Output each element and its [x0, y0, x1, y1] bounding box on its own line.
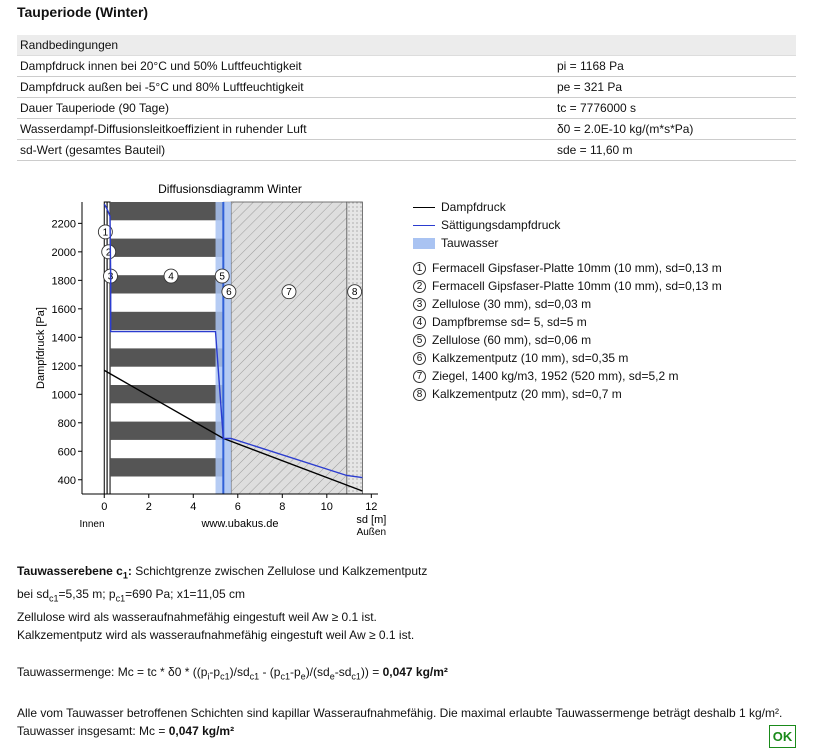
layer-number: 2	[413, 280, 426, 293]
list-item	[413, 313, 722, 331]
layer-4-stripe	[111, 422, 222, 440]
layer-marker-label: 3	[107, 271, 114, 283]
conditions-header-row	[17, 35, 796, 56]
text-seg: - (p	[259, 664, 281, 679]
legend-label: Tauwasser	[441, 236, 499, 250]
chart-watermark: www.ubakus.de	[201, 518, 279, 530]
y-tick-label: 600	[57, 446, 76, 459]
x-tick-label: 8	[279, 501, 286, 513]
total-condensate	[17, 722, 807, 741]
x-right-label: Außen	[356, 527, 387, 538]
text-sub: c1	[280, 671, 290, 682]
layer-marker-label: 5	[219, 271, 225, 283]
results-section	[17, 562, 807, 741]
y-tick-label: 1800	[51, 275, 76, 288]
chart-title: Diffusionsdiagramm Winter	[158, 182, 302, 196]
text-seg: -p	[290, 664, 301, 679]
text-sub: c1	[351, 671, 361, 682]
text-sub: c1	[220, 671, 230, 682]
layer-number: 1	[413, 262, 426, 275]
y-axis-label: Dampfdruck [Pa]	[35, 307, 47, 389]
layer-4-stripe	[111, 312, 222, 330]
table-row	[17, 56, 796, 77]
layer-number: 3	[413, 298, 426, 311]
layer-list	[413, 259, 722, 403]
diffusion-chart	[0, 178, 410, 538]
condition-label: Dauer Tauperiode (90 Tage)	[17, 98, 554, 119]
total-label: Tauwasser insgesamt: Mc =	[17, 724, 169, 739]
text-sub: c1	[49, 593, 59, 604]
legend-item-tauwasser	[413, 234, 560, 252]
page-title: Tauperiode (Winter)	[17, 4, 149, 20]
text-seg: =5,35 m; p	[58, 586, 116, 601]
conditions-header: Randbedingungen	[17, 35, 796, 56]
condition-value: tc = 7776000 s	[554, 98, 796, 119]
x-tick-label: 4	[190, 501, 197, 513]
y-tick-label: 1000	[51, 389, 76, 402]
y-tick-label: 2200	[51, 218, 76, 231]
layer-4-stripe	[111, 348, 222, 366]
condition-label: Wasserdampf-Diffusionsleitkoeffizient in ruhender Luft	[17, 119, 554, 140]
y-tick-label: 1200	[51, 360, 76, 373]
legend-swatch-tauwasser	[413, 238, 435, 249]
layer-4-stripe	[111, 385, 222, 403]
condition-value: pe = 321 Pa	[554, 77, 796, 98]
text-seg: )/sd	[229, 664, 250, 679]
total-value: 0,047 kg/m²	[168, 724, 235, 739]
text-sub: e	[329, 671, 335, 682]
list-item	[413, 331, 722, 349]
x-tick-label: 0	[101, 501, 108, 513]
spacer	[17, 686, 807, 704]
plane-text: Schichtgrenze zwischen Zellulose und Kalkzementputz	[131, 564, 428, 578]
condition-label: Dampfdruck innen bei 20°C und 50% Luftfeuchtigkeit	[17, 56, 554, 77]
condensate-formula	[17, 663, 807, 686]
text-seg: Tauwassermenge: Mc = tc * δ0 * ((p	[17, 664, 208, 679]
layer-4-stripe	[111, 239, 222, 257]
layer-label: Fermacell Gipsfaser-Platte 10mm (10 mm), sd=0,13 m	[432, 261, 722, 275]
text-seg: bei sd	[17, 586, 50, 601]
layer-number: 7	[413, 370, 426, 383]
text-sub: c1	[115, 593, 126, 604]
legend-line-blue	[413, 225, 435, 226]
formula-result: 0,047 kg/m²	[382, 664, 448, 679]
text-seg: )/(sd	[305, 664, 330, 679]
text-seg: -sd	[334, 664, 352, 679]
layer-8	[347, 202, 363, 494]
text-seg: =690 Pa; x1=11,05 cm	[125, 586, 245, 601]
x-tick-label: 10	[320, 501, 333, 513]
plane-title: Tauwasserebene c	[17, 564, 123, 578]
x-tick-label: 12	[365, 501, 378, 513]
legend-line-black	[413, 207, 435, 208]
legend-item-dampfdruck	[413, 198, 560, 216]
text-seg: -p	[209, 664, 221, 679]
x-left-label: Innen	[79, 519, 105, 530]
layer-label: Kalkzementputz (20 mm), sd=0,7 m	[432, 387, 622, 401]
list-item	[413, 367, 722, 385]
layer-label: Zellulose (60 mm), sd=0,06 m	[432, 333, 592, 347]
table-row	[17, 98, 796, 119]
text-sub: i	[207, 671, 210, 682]
layer-4-stripe	[111, 458, 222, 476]
plane-colon: :	[127, 564, 132, 578]
y-tick-label: 2000	[51, 246, 76, 259]
list-item	[413, 259, 722, 277]
layer-marker-label: 2	[105, 247, 112, 259]
list-item	[413, 385, 722, 403]
ok-status-badge: OK	[769, 725, 796, 748]
text-sub: e	[300, 671, 306, 682]
text-sub: c1	[249, 671, 260, 682]
layer-marker-label: 7	[286, 287, 292, 299]
condition-value: δ0 = 2.0E-10 kg/(m*s*Pa)	[554, 119, 796, 140]
y-tick-label: 1400	[51, 332, 76, 345]
condition-value: pi = 1168 Pa	[554, 56, 796, 77]
layer-label: Fermacell Gipsfaser-Platte 10mm (10 mm), sd=0,13 m	[432, 279, 722, 293]
layer-label: Zellulose (30 mm), sd=0,03 m	[432, 297, 592, 311]
layer-label: Dampfbremse sd= 5, sd=5 m	[432, 315, 587, 329]
legend-label: Dampfdruck	[441, 200, 506, 214]
layer-marker-label: 6	[226, 287, 232, 299]
plane-heading	[17, 564, 132, 581]
condition-value: sde = 11,60 m	[554, 140, 796, 161]
list-item	[413, 349, 722, 367]
absorption-note-2: Kalkzementputz wird als wasseraufnahmefähig eingestuft weil Aw ≥ 0.1 ist.	[17, 628, 415, 643]
layer-4-stripe	[111, 202, 222, 220]
table-row	[17, 77, 796, 98]
chart-legend	[413, 198, 560, 252]
layer-marker-label: 8	[351, 287, 358, 299]
layer-number: 8	[413, 388, 426, 401]
condition-label: sd-Wert (gesamtes Bauteil)	[17, 140, 554, 161]
layer-label: Ziegel, 1400 kg/m3, 1952 (520 mm), sd=5,2 m	[432, 369, 679, 383]
layer-number: 5	[413, 334, 426, 347]
plane-sub: 1	[122, 570, 128, 581]
y-tick-label: 800	[57, 417, 76, 430]
layer-number: 4	[413, 316, 426, 329]
layer-marker-label: 4	[168, 271, 174, 283]
layer-marker-label: 1	[102, 227, 109, 239]
x-axis-label: sd [m]	[356, 514, 387, 526]
layer-7	[231, 202, 347, 494]
condensation-plane	[17, 562, 807, 585]
conditions-table	[17, 35, 796, 161]
table-row	[17, 140, 796, 161]
table-row	[17, 119, 796, 140]
capillary-note: Alle vom Tauwasser betroffenen Schichten sind kapillar Wasseraufnahmefähig. Die maximal erlaubte Tauwassermenge beträgt deshalb 1 kg/m².	[17, 705, 783, 720]
layer-label: Kalkzementputz (10 mm), sd=0,35 m	[432, 351, 629, 365]
layer-number: 6	[413, 352, 426, 365]
condition-label: Dampfdruck außen bei -5°C und 80% Luftfeuchtigkeit	[17, 77, 554, 98]
list-item	[413, 277, 722, 295]
legend-item-saettigung	[413, 216, 560, 234]
text-seg: )) =	[360, 664, 383, 679]
spacer	[17, 645, 807, 663]
x-tick-label: 2	[145, 501, 152, 513]
x-tick-label: 6	[234, 501, 241, 513]
list-item	[413, 295, 722, 313]
legend-label: Sättigungsdampfdruck	[441, 218, 561, 232]
plane-values	[17, 585, 807, 608]
absorption-note-1: Zellulose wird als wasseraufnahmefähig eingestuft weil Aw ≥ 0.1 ist.	[17, 609, 377, 624]
y-tick-label: 1600	[51, 303, 76, 316]
y-tick-label: 400	[57, 474, 76, 487]
